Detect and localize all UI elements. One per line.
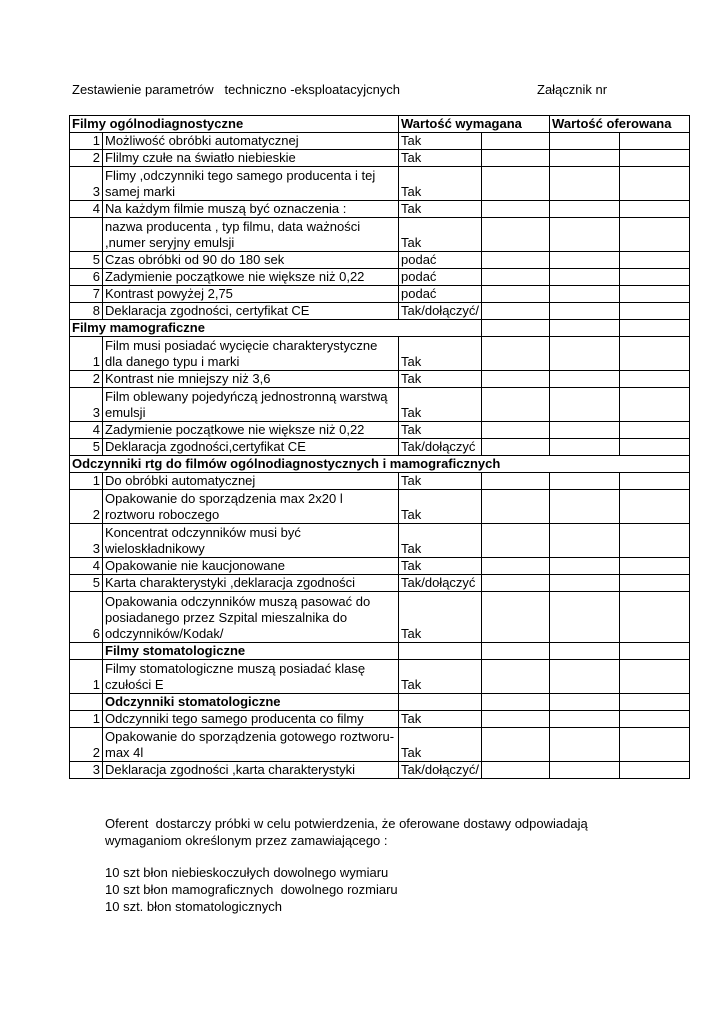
item-description: Flimy ,odczynniki tego samego producenta i tej samej marki: [103, 167, 399, 201]
item-number: 3: [70, 388, 103, 422]
table-row: [70, 439, 690, 456]
table-row: [70, 218, 690, 252]
required-value: Tak: [399, 150, 482, 167]
empty-cell: [620, 320, 690, 337]
document-title: Zestawienie parametrów techniczno -eksploatacyjcnych: [72, 82, 401, 97]
item-number: 2: [70, 150, 103, 167]
item-description: Koncentrat odczynników musi być wieloskładnikowy: [103, 524, 399, 558]
empty-cell: [482, 524, 550, 558]
item-number: 2: [70, 490, 103, 524]
table-row: [70, 167, 690, 201]
empty-cell: [620, 711, 690, 728]
item-description: Czas obróbki od 90 do 180 sek: [103, 252, 399, 269]
section-title: Filmy stomatologiczne: [103, 643, 399, 660]
empty-cell: [482, 337, 550, 371]
empty-cell: [482, 490, 550, 524]
offered-value: [550, 558, 620, 575]
attachment-label: Załącznik nr: [537, 82, 608, 97]
table-row: [70, 133, 690, 150]
empty-cell: [482, 303, 550, 320]
item-description: Deklaracja zgodności ,karta charakterystyki: [103, 762, 399, 779]
empty-cell: [482, 711, 550, 728]
required-value: Tak: [399, 558, 482, 575]
empty-cell: [620, 762, 690, 779]
empty-cell: [482, 320, 550, 337]
required-value: Tak/dołączyć: [399, 575, 482, 592]
item-description: Odczynniki tego samego producenta co filmy: [103, 711, 399, 728]
item-number: 4: [70, 558, 103, 575]
offered-value: [550, 218, 620, 252]
empty-cell: [620, 252, 690, 269]
offered-value: [550, 269, 620, 286]
required-value: Tak: [399, 201, 482, 218]
required-value: Tak: [399, 473, 482, 490]
empty-cell: [620, 728, 690, 762]
item-number: 6: [70, 269, 103, 286]
item-number: 3: [70, 524, 103, 558]
footer-line-2: wymaganiom określonym przez zamawiającego :: [105, 833, 388, 848]
table-row: [70, 711, 690, 728]
offered-value: [550, 711, 620, 728]
table-row: [70, 592, 690, 643]
item-number: 3: [70, 167, 103, 201]
item-description: Karta charakterystyki ,deklaracja zgodności: [103, 575, 399, 592]
item-description: Zadymienie początkowe nie większe niż 0,22: [103, 422, 399, 439]
sample-item: 10 szt błon niebieskoczułych dowolnego wymiaru: [105, 865, 389, 880]
empty-cell: [482, 133, 550, 150]
item-number: 4: [70, 422, 103, 439]
column-header-offered: Wartość oferowana: [550, 116, 690, 133]
empty-cell: [550, 694, 620, 711]
item-description: Zadymienie początkowe nie większe niż 0,22: [103, 269, 399, 286]
table-row: [70, 320, 690, 337]
table-row: [70, 269, 690, 286]
empty-cell: [482, 422, 550, 439]
required-value: podać: [399, 269, 482, 286]
empty-cell: [482, 388, 550, 422]
empty-cell: [620, 524, 690, 558]
empty-cell: [482, 643, 550, 660]
required-value: Tak: [399, 592, 482, 643]
empty-cell: [620, 575, 690, 592]
item-number: 1: [70, 711, 103, 728]
section-title: Filmy ogólnodiagnostyczne: [70, 116, 399, 133]
required-value: Tak/dołączyć: [399, 439, 482, 456]
table-row: [70, 558, 690, 575]
empty-cell: [620, 660, 690, 694]
empty-cell: [482, 252, 550, 269]
section-title: Filmy mamograficzne: [70, 320, 399, 337]
item-description: Flilmy czułe na światło niebieskie: [103, 150, 399, 167]
item-number: 5: [70, 439, 103, 456]
item-number: 2: [70, 728, 103, 762]
empty-cell: [482, 762, 550, 779]
table-row: [70, 252, 690, 269]
offered-value: [550, 201, 620, 218]
item-description: Na każdym filmie muszą być oznaczenia :: [103, 201, 399, 218]
empty-cell: [482, 269, 550, 286]
table-row: [70, 473, 690, 490]
offered-value: [550, 524, 620, 558]
offered-value: [550, 167, 620, 201]
offered-value: [550, 660, 620, 694]
item-number: 5: [70, 575, 103, 592]
offered-value: [550, 490, 620, 524]
item-description: Do obróbki automatycznej: [103, 473, 399, 490]
offered-value: [550, 388, 620, 422]
empty-cell: [620, 558, 690, 575]
empty-cell: [620, 337, 690, 371]
footer-line-1: Oferent dostarczy próbki w celu potwierdzenia, że oferowane dostawy odpowiadają: [105, 816, 588, 831]
item-description: Możliwość obróbki automatycznej: [103, 133, 399, 150]
item-description: Film musi posiadać wycięcie charakterystyczne dla danego typu i marki: [103, 337, 399, 371]
item-number: 3: [70, 762, 103, 779]
table-row: [70, 456, 690, 473]
table-row: [70, 728, 690, 762]
item-description: Opakowanie do sporządzenia gotowego roztworu-max 4l: [103, 728, 399, 762]
item-description: Kontrast nie mniejszy niż 3,6: [103, 371, 399, 388]
empty-cell: [550, 320, 620, 337]
item-number: 1: [70, 473, 103, 490]
empty-cell: [620, 694, 690, 711]
table-row: [70, 116, 690, 133]
number-cell: [70, 643, 103, 660]
item-description: Opakowanie do sporządzenia max 2x20 l roztworu roboczego: [103, 490, 399, 524]
item-description: nazwa producenta , typ filmu, data ważności ,numer seryjny emulsji: [103, 218, 399, 252]
parameters-table: [69, 115, 690, 779]
item-number: 6: [70, 592, 103, 643]
empty-cell: [620, 303, 690, 320]
table-row: [70, 422, 690, 439]
table-row: [70, 762, 690, 779]
empty-cell: [620, 592, 690, 643]
empty-cell: [482, 167, 550, 201]
table-row: [70, 286, 690, 303]
item-number: [70, 218, 103, 252]
offered-value: [550, 422, 620, 439]
required-value: Tak: [399, 422, 482, 439]
required-value: Tak/dołączyć/: [399, 762, 482, 779]
offered-value: [550, 252, 620, 269]
offered-value: [550, 575, 620, 592]
empty-cell: [399, 320, 482, 337]
empty-cell: [399, 643, 482, 660]
required-value: Tak: [399, 388, 482, 422]
empty-cell: [620, 439, 690, 456]
table-row: [70, 388, 690, 422]
empty-cell: [620, 269, 690, 286]
section-title: Odczynniki stomatologiczne: [103, 694, 399, 711]
empty-cell: [620, 201, 690, 218]
table-row: [70, 660, 690, 694]
empty-cell: [550, 643, 620, 660]
item-description: Opakowanie nie kaucjonowane: [103, 558, 399, 575]
required-value: Tak: [399, 218, 482, 252]
item-description: Opakowania odczynników muszą pasować do posiadanego przez Szpital mieszalnika do odczynników/Kodak/: [103, 592, 399, 643]
required-value: podać: [399, 252, 482, 269]
offered-value: [550, 439, 620, 456]
required-value: Tak/dołączyć/: [399, 303, 482, 320]
section-title: Odczynniki rtg do filmów ogólnodiagnostycznych i mamograficznych: [70, 456, 690, 473]
empty-cell: [482, 592, 550, 643]
empty-cell: [482, 558, 550, 575]
column-header-required: Wartość wymagana: [399, 116, 550, 133]
empty-cell: [620, 218, 690, 252]
empty-cell: [482, 728, 550, 762]
offered-value: [550, 286, 620, 303]
empty-cell: [620, 150, 690, 167]
item-number: 7: [70, 286, 103, 303]
required-value: Tak: [399, 728, 482, 762]
item-number: 1: [70, 337, 103, 371]
empty-cell: [620, 286, 690, 303]
item-number: 5: [70, 252, 103, 269]
required-value: Tak: [399, 371, 482, 388]
empty-cell: [620, 167, 690, 201]
empty-cell: [482, 660, 550, 694]
empty-cell: [620, 388, 690, 422]
parameters-table-body: [70, 116, 690, 779]
table-row: [70, 643, 690, 660]
table-row: [70, 575, 690, 592]
empty-cell: [482, 201, 550, 218]
offered-value: [550, 337, 620, 371]
required-value: Tak: [399, 524, 482, 558]
required-value: Tak: [399, 133, 482, 150]
item-number: 8: [70, 303, 103, 320]
empty-cell: [482, 473, 550, 490]
item-number: 1: [70, 133, 103, 150]
item-number: 4: [70, 201, 103, 218]
empty-cell: [399, 694, 482, 711]
empty-cell: [482, 694, 550, 711]
empty-cell: [620, 473, 690, 490]
required-value: podać: [399, 286, 482, 303]
table-row: [70, 303, 690, 320]
offered-value: [550, 150, 620, 167]
required-value: Tak: [399, 660, 482, 694]
empty-cell: [620, 422, 690, 439]
empty-cell: [620, 490, 690, 524]
table-row: [70, 201, 690, 218]
item-number: 2: [70, 371, 103, 388]
offered-value: [550, 303, 620, 320]
empty-cell: [620, 371, 690, 388]
required-value: Tak: [399, 337, 482, 371]
required-value: Tak: [399, 711, 482, 728]
table-row: [70, 337, 690, 371]
item-number: 1: [70, 660, 103, 694]
empty-cell: [620, 133, 690, 150]
empty-cell: [620, 643, 690, 660]
empty-cell: [482, 439, 550, 456]
offered-value: [550, 133, 620, 150]
offered-value: [550, 762, 620, 779]
offered-value: [550, 371, 620, 388]
empty-cell: [482, 218, 550, 252]
sample-item: 10 szt błon mamograficznych dowolnego rozmiaru: [105, 882, 398, 897]
sample-item: 10 szt. błon stomatologicznych: [105, 899, 283, 914]
offered-value: [550, 473, 620, 490]
table-row: [70, 371, 690, 388]
offered-value: [550, 728, 620, 762]
empty-cell: [482, 371, 550, 388]
empty-cell: [482, 286, 550, 303]
item-description: Film oblewany pojedyńczą jednostronną warstwą emulsji: [103, 388, 399, 422]
required-value: Tak: [399, 490, 482, 524]
item-description: Deklaracja zgodności,certyfikat CE: [103, 439, 399, 456]
table-row: [70, 524, 690, 558]
item-description: Filmy stomatologiczne muszą posiadać klasę czułości E: [103, 660, 399, 694]
table-row: [70, 150, 690, 167]
item-description: Kontrast powyżej 2,75: [103, 286, 399, 303]
offered-value: [550, 592, 620, 643]
empty-cell: [482, 150, 550, 167]
item-description: Deklaracja zgodności, certyfikat CE: [103, 303, 399, 320]
required-value: Tak: [399, 167, 482, 201]
table-row: [70, 490, 690, 524]
table-row: [70, 694, 690, 711]
number-cell: [70, 694, 103, 711]
empty-cell: [482, 575, 550, 592]
